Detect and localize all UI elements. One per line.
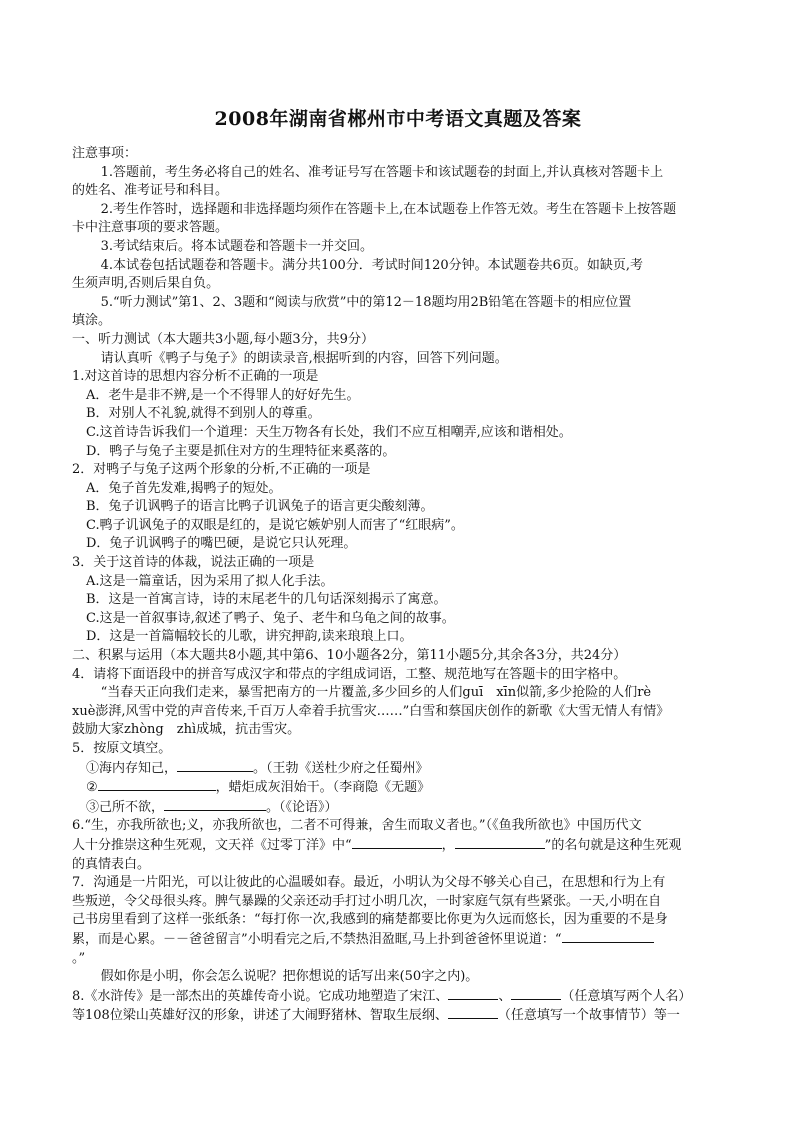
question-text: 等108位梁山英雄好汉的形象，讲述了大闹野猪林、智取生辰纲、 （任意填写一个故事情节）等一: [72, 1008, 680, 1024]
question-text: 些叛逆，令父母很头疼。脾气暴躁的父亲还动手打过小明几次，一时家庭气氛有些紧张。一天,小明在自: [72, 893, 662, 909]
section-heading: 一、听力测试（本大题共3小题,每小题3分，共9分）: [72, 331, 374, 347]
fill-blank-item: [72, 778, 724, 798]
page-title: 2008年湖南省郴州市中考语文真题及答案: [214, 108, 582, 130]
notice-heading: 注意事项：: [72, 146, 138, 161]
answer-blank[interactable]: [448, 987, 498, 1000]
answer-option: A．老牛是非不辨,是一个不得罪人的好好先生。: [86, 387, 360, 403]
answer-option: C.鸭子讥讽兔子的双眼是红的，是说它嫉妒别人而害了“红眼病”。: [86, 517, 464, 533]
notice-item-cont: 的姓名、准考证号和科目。: [72, 183, 229, 199]
answer-option: B．对别人不礼貌,就得不到别人的尊重。: [86, 406, 321, 422]
notice-item: 1.答题前，考生务必将自己的姓名、准考证号写在答题卡和该试题卷的封面上,并认真核对答题卡上: [100, 164, 664, 180]
answer-blank[interactable]: [164, 798, 266, 811]
question-text: 。”: [72, 950, 86, 966]
answer-option: A．兔子首先发难,揭鸭子的短处。: [86, 480, 282, 496]
fill-text: 。（王勃《送杜少府之任蜀州》: [253, 760, 429, 776]
notice-item: 2.考生作答时，选择题和非选择题均须作在答题卡上,在本试题卷上作答无效。考生在答题卡上按答题: [100, 201, 677, 217]
answer-blank[interactable]: [448, 1006, 498, 1019]
question-stem: 3．关于这首诗的体裁，说法正确的一项是: [72, 555, 315, 571]
notice-item-cont: 卡中注意事项的要求答题。: [72, 220, 229, 236]
notice-item: 5.“听力测试”第1、2、3题和“阅读与欣赏”中的第12－18题均用2B铅笔在答题卡的相应位置: [100, 294, 632, 310]
question-stem: 7．沟通是一片阳光，可以让彼此的心温暖如春。最近，小明认为父母不够关心自己，在思想和行为上有: [72, 875, 666, 891]
question-stem: 5．按原文填空。: [72, 741, 172, 756]
fill-text: ③己所不欲，: [86, 799, 165, 815]
answer-option: D．这是一首篇幅较长的儿歌，讲究押韵,读来琅琅上口。: [86, 629, 413, 645]
answer-blank[interactable]: [177, 759, 253, 772]
answer-option: D．兔子讥讽鸭子的嘴巴硬，是说它只认死理。: [86, 536, 357, 552]
question-stem: 4．请将下面语段中的拼音写成汉字和带点的字组成词语，工整、规范地写在答题卡的田字格中。: [72, 666, 627, 682]
passage-text: xuè澎湃,风雪中党的声音传来,千百万人牵着手抗雪灾……”白雪和蔡国庆创作的新歌《大雪无情人有情》: [72, 703, 670, 719]
question-stem: 2．对鸭子与兔子这两个形象的分析,不正确的一项是: [72, 462, 371, 478]
notice-item: 4.本试卷包括试题卷和答题卡。满分共100分．考试时间120分钟。本试题卷共6页。如缺页,考: [100, 257, 644, 273]
fill-text: ②: [86, 780, 98, 796]
question-text: 的真情表白。: [72, 856, 151, 872]
question-text: 人十分推崇这种生死观，文天祥《过零丁洋》中“ ， ”的名句就是这种生死观: [72, 837, 682, 853]
question-text: 累，而是心累。－－爸爸留言”小明看完之后,不禁热泪盈眶,马上扑到爸爸怀里说道：“: [72, 930, 724, 950]
answer-blank[interactable]: [562, 930, 654, 943]
answer-blank[interactable]: [455, 836, 545, 849]
question-text: 己书房里看到了这样一张纸条：“每打你一次,我感到的痛楚都要比你更为久远而悠长，因为重要的不是身: [72, 912, 668, 928]
answer-option: D．鸭子与兔子主要是抓住对方的生理特征来奚落的。: [86, 443, 396, 459]
answer-blank[interactable]: [98, 778, 216, 791]
notice-item-cont: 填涂。: [72, 313, 112, 329]
passage-text: 鼓励大家zhòng zhì成城，抗击雪灾。: [72, 722, 301, 738]
answer-blank[interactable]: [352, 836, 442, 849]
question-stem: 6.“生，亦我所欲也;义，亦我所欲也，二者不可得兼，舍生而取义者也。”（《鱼我所欲也》中国历代文: [72, 818, 642, 834]
exam-page: [72, 104, 724, 1026]
fill-text: ①海内存知己，: [86, 760, 178, 776]
answer-blank[interactable]: [511, 987, 561, 1000]
answer-option: C.这首诗告诉我们一个道理：天生万物各有长处，我们不应互相嘲弄,应该和谐相处。: [86, 424, 572, 440]
fill-text: 。（《论语》）: [266, 799, 338, 815]
section-heading: 二、积累与运用（本大题共8小题,其中第6、10小题各2分，第11小题5分,其余各3分，共24分）: [72, 648, 627, 664]
notice-item: 3.考试结束后。将本试题卷和答题卡一并交回。: [100, 238, 373, 254]
fill-text: ，蜡炬成灰泪始干。（李商隐《无题》: [215, 780, 431, 796]
question-stem: 1.对这首诗的思想内容分析不正确的一项是: [72, 369, 319, 385]
question-stem: 8.《水浒传》是一部杰出的英雄传奇小说。它成功地塑造了宋江、 、 （任意填写两个人名）: [72, 988, 692, 1004]
section-instruction: 请认真听《鸭子与兔子》的朗读录音,根据听到的内容，回答下列问题。: [100, 350, 508, 366]
answer-option: B．兔子讥讽鸭子的语言比鸭子讥讽兔子的语言更尖酸刻薄。: [86, 499, 434, 515]
answer-option: C.这是一首叙事诗,叙述了鸭子、兔子、老牛和乌龟之间的故事。: [86, 610, 455, 626]
passage-text: “当春天正向我们走来，暴雪把南方的一片覆盖,多少回乡的人们guī xīn似箭,多少抢险的人们rè: [100, 685, 652, 701]
fill-blank-item: [72, 798, 724, 818]
answer-option: A.这是一篇童话，因为采用了拟人化手法。: [86, 573, 334, 589]
notice-item-cont: 生须声明,否则后果自负。: [72, 276, 220, 292]
answer-option: B．这是一首寓言诗，诗的末尾老牛的几句话深刻揭示了寓意。: [86, 592, 447, 608]
fill-blank-item: [72, 759, 724, 779]
question-text: 假如你是小明，你会怎么说呢？把你想说的话写出来(50字之内)。: [100, 969, 479, 985]
